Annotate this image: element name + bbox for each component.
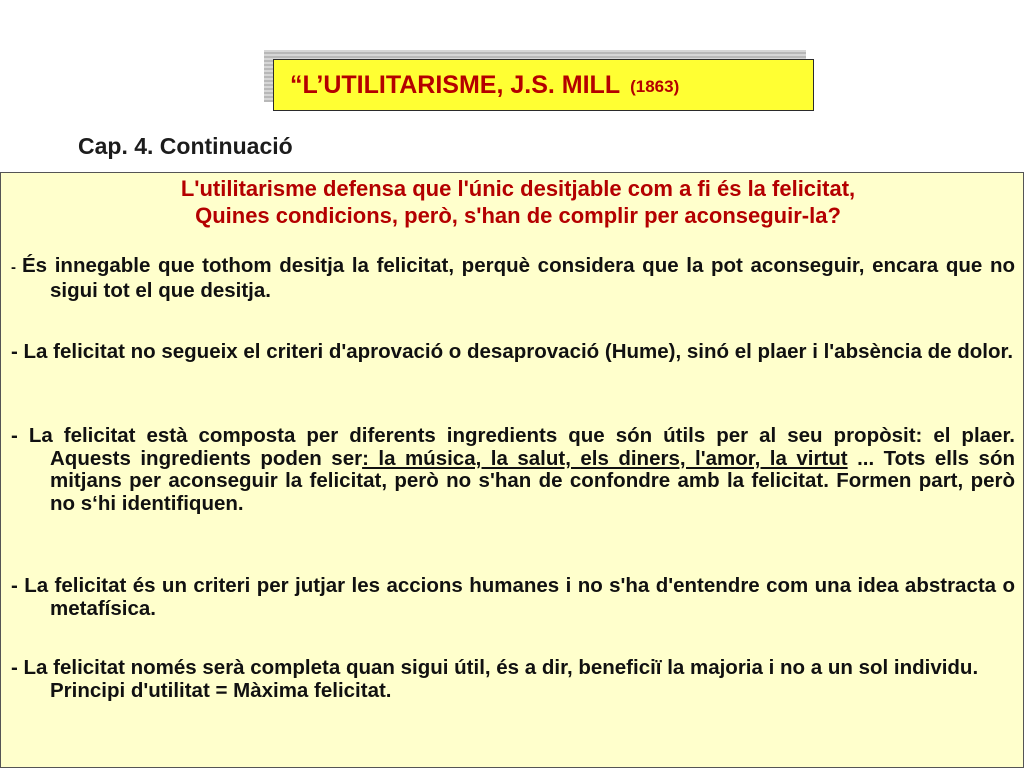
point-text-after: ... Tots ells són mitjans per aconseguir la felicitat, però no s'han de confondre amb la felicitat. Formen part, però no s‘hi identifiquen. (50, 446, 1015, 515)
point-dash: - (11, 574, 18, 597)
point-dash: - (11, 424, 18, 447)
point-text: La felicitat no segueix el criteri d'aprovació o desaprovació (Hume), sinó el plaer i l'absència de dolor. (23, 340, 1014, 363)
point-text: És innegable que tothom desitja la felicitat, perquè considera que la pot aconseguir, encara que no sigui tot el que desitja. (22, 254, 1015, 302)
title-main-text: “L’UTILITARISME, J.S. MILL (290, 70, 621, 99)
point-text-underlined: : la música, la salut, els diners, l'amor, la virtut (362, 446, 848, 470)
intro-question (53, 175, 983, 229)
point-text-before: La felicitat està composta per diferents ingredients que són útils per al seu propòsit: el plaer. Aquests ingredients poden ser (28, 424, 1015, 470)
point-3 (11, 425, 1015, 515)
point-2 (11, 341, 1015, 364)
chapter-subtitle: Cap. 4. Continuació (78, 133, 293, 159)
title-year-text: (1863) (630, 77, 680, 96)
point-5 (11, 657, 1015, 702)
intro-line-2: Quines condicions, però, s'han de complir per aconseguir-la? (195, 203, 841, 228)
point-4 (11, 575, 1015, 620)
slide-title (273, 59, 814, 111)
intro-line-1: L'utilitarisme defensa que l'únic desitjable com a fi és la felicitat, (180, 176, 856, 201)
point-dash: - (11, 340, 18, 363)
point-dash: - (11, 656, 18, 679)
content-box (0, 172, 1024, 768)
point-1 (11, 255, 1015, 302)
point-dash: - (11, 259, 16, 276)
point-text: La felicitat és un criteri per jutjar les accions humanes i no s'ha d'entendre com una idea abstracta o metafísica. (24, 574, 1015, 620)
point-text: La felicitat només serà completa quan sigui útil, és a dir, beneficiï la majoria i no a un sol individu. Principi d'utilitat = Màxima felicitat. (23, 656, 979, 702)
